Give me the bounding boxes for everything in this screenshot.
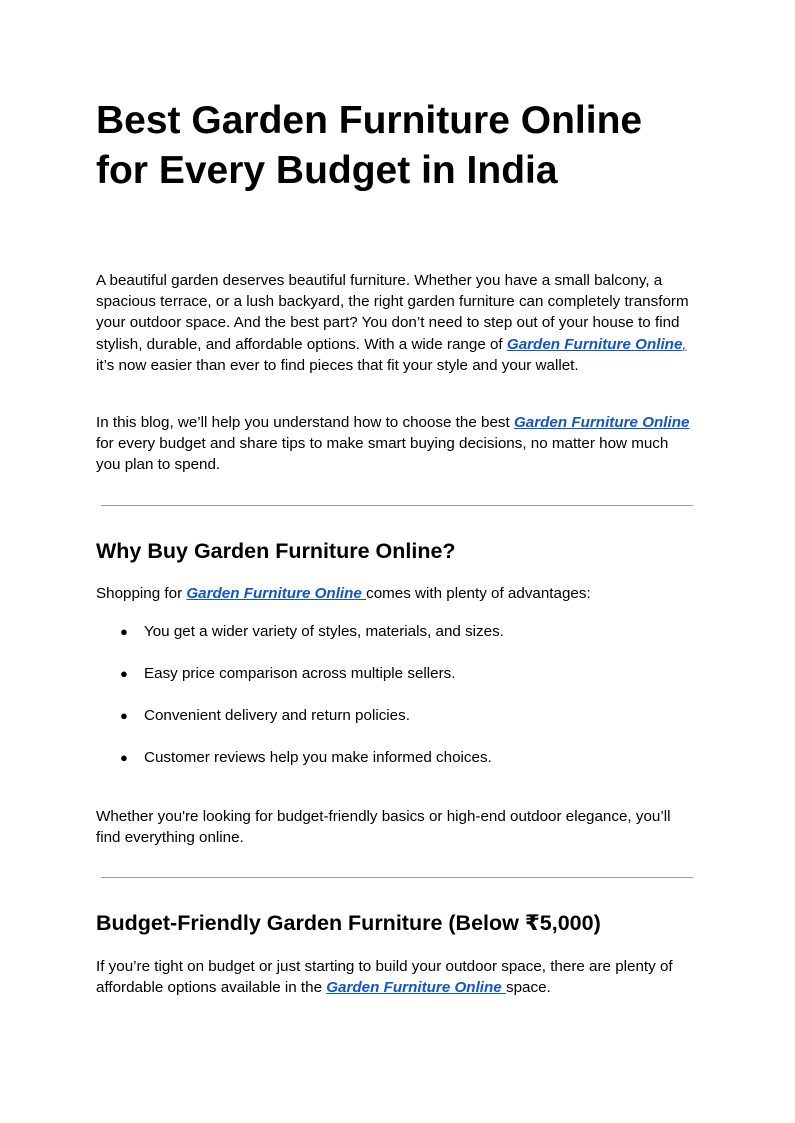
list-item [96,663,696,705]
garden-furniture-link[interactable]: Garden Furniture Online [513,414,690,431]
garden-furniture-link[interactable]: Garden Furniture Online [186,585,367,602]
why-lead-paragraph [96,583,696,604]
list-item-text: Easy price comparison across multiple sellers. [144,665,456,682]
intro-p2-text: In this blog, we’ll help you understand how to choose the best [96,414,514,431]
garden-furniture-link[interactable]: Garden Furniture Online [506,335,683,353]
list-item-text: You get a wider variety of styles, materials, and sizes. [144,623,504,640]
garden-furniture-link-tail[interactable]: , [682,335,687,353]
bullet-icon: ● [120,708,128,723]
budget-text-end: space. [505,979,551,997]
garden-furniture-link[interactable]: Garden Furniture Online [326,979,506,997]
intro-paragraph-2 [96,412,696,476]
page-title: Best Garden Furniture Online for Every Budget in India [96,99,643,192]
bullet-icon: ● [120,624,128,639]
intro-p1-text: A beautiful garden deserves beautiful furniture. Whether you have a small balcony, a spacious terrace, or a lush backyard, the right garden furniture can completely transform your outdoor space. And the best part? You don’t need to step out of your house to find stylish, durable, and affordable options. With a wide range of [96,272,689,353]
budget-paragraph [96,956,696,998]
intro-p1-text-end: it’s now easier than ever to find pieces that fit your style and your wallet. [96,356,579,374]
intro-p2-text-end: for every budget and share tips to make smart buying decisions, no matter how much you plan to spend. [96,435,669,474]
section-heading-budget: Budget-Friendly Garden Furniture (Below ₹5,000) [96,911,601,935]
list-item-text: Customer reviews help you make informed choices. [144,749,492,766]
list-item-text: Convenient delivery and return policies. [144,707,410,724]
advantages-list [96,621,696,789]
budget-text: If you’re tight on budget or just starting to build your outdoor space, there are plenty of affordable options available in the [96,958,673,997]
list-item [96,621,696,663]
horizontal-divider [101,877,693,878]
list-item [96,705,696,747]
why-closing-paragraph: Whether you're looking for budget-friendly basics or high-end outdoor elegance, you’ll find everything online. [96,808,671,847]
bullet-icon: ● [120,750,128,765]
intro-paragraph-1 [96,270,696,376]
section-heading-why: Why Buy Garden Furniture Online? [96,539,456,563]
why-lead-text-end: comes with plenty of advantages: [366,585,591,602]
bullet-icon: ● [120,666,128,681]
horizontal-divider [101,505,693,506]
why-lead-text: Shopping for [96,585,187,602]
list-item [96,747,696,789]
